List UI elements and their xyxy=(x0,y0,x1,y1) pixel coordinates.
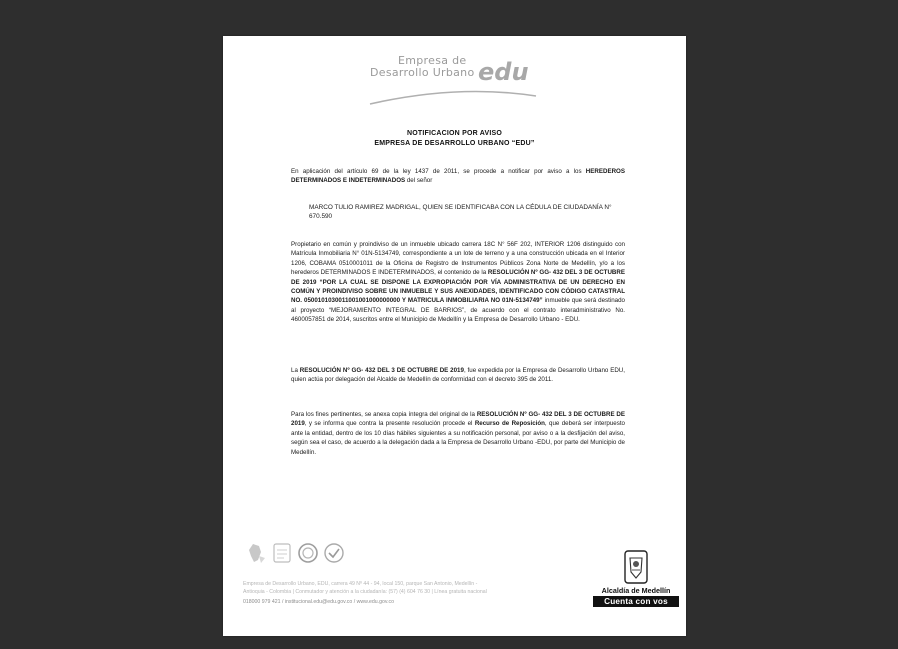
document-page xyxy=(223,36,686,636)
p5-bold-2: Recurso de Reposición xyxy=(474,420,545,428)
certification-logos xyxy=(245,542,355,568)
logo-swoosh-icon xyxy=(368,88,538,108)
logo-line-2: Desarrollo Urbano xyxy=(370,66,475,79)
footer-phone-line: Antioquia - Colombia | Conmutador y atención a la ciudadanía: (57) (4) 604 76 30 | Línea gratuita nacional xyxy=(243,589,487,595)
p3-text-a: Propietario en común y proindiviso de un inmueble ubicado carrera 18C N° 56F 202, INTERIOR 1206 distinguido con Matrícula Inmobiliaria N° 01N-5134749, correspondiente a un lote de terreno y a una construcción ubicada en el Interior 1206, COBAMA 0510001011 de la Oficina de Registro de Instrumentos Públicos Zona Norte de Medellín, y/o a los herederos DETERMINADOS E INDETERMINADOS, el contenido de la xyxy=(291,241,625,277)
p4-text-a: La xyxy=(291,367,300,374)
p3-bold: RESOLUCIÓN Nº GG- 432 DEL 3 DE OCTUBRE DE 2019 “POR LA CUAL SE DISPONE LA EXPROPIACIÓN POR VÍA ADMINISTRATIVA DE UN DERECHO EN COMÚN Y PROINDIVISO SOBRE UN INMUEBLE Y SUS ANEXIDADES, IDENTIFICADO CON CÓDIGO CATASTRAL NO. 0500101030011001001000000000 Y MATRICULA INMOBILIARIA NO 01N-5134749” xyxy=(291,269,625,305)
medellin-crest-icon xyxy=(622,550,650,584)
paragraph-appeal xyxy=(291,410,625,457)
colombia-map-icon xyxy=(245,542,267,564)
paragraph-property xyxy=(291,240,625,325)
alcaldia-name: Alcaldía de Medellín xyxy=(601,586,671,595)
logo-line-1: Empresa de xyxy=(398,54,467,67)
p3-text-c: inmueble que será destinado al proyecto “MEJORAMIENTO INTEGRAL DE BARRIOS”, de acuerdo con el contrato interadministrativo No. 4600057851 de 2014, suscritos entre el Municipio de Medellín y la Empresa de Desarrollo Urbano - EDU. xyxy=(291,297,625,324)
document-title-line-2: EMPRESA DE DESARROLLO URBANO “EDU” xyxy=(374,140,535,147)
p4-text-c: , fue expedida por la Empresa de Desarrollo Urbano EDU, quien actúa por delegación del Alcalde de Medellín de conformidad con el decreto 395 de 2011. xyxy=(291,367,625,384)
p1-bold: HEREDEROS DETERMINADOS E INDETERMINADOS xyxy=(291,168,625,185)
p5-text-c: , que deberá ser interpuesto ante la entidad, dentro de los 10 días hábiles siguientes a su notificación personal, por aviso o a la desfijación del aviso, según sea el caso, de acuerdo a la delegación dada a la Empresa de Desarrollo Urbano -EDU, por parte del Municipio de Medellín. xyxy=(291,420,625,456)
p5-text-a: Para los fines pertinentes, se anexa copia íntegra del original de la xyxy=(291,411,477,418)
logo-brand: edu xyxy=(478,58,529,86)
p4-bold: RESOLUCIÓN Nº GG- 432 DEL 3 DE OCTUBRE DE 2019 xyxy=(299,367,464,374)
document-title-line-1: NOTIFICACION POR AVISO xyxy=(406,130,502,137)
paragraph-resolution xyxy=(291,366,625,385)
footer-contact-line: 018000 979 421 / institucional.edu@edu.gov.co / www.edu.gov.co xyxy=(243,599,394,605)
edu-logo xyxy=(368,52,548,114)
p1-text: En aplicación del artículo 69 de la ley 1437 de 2011, se procede a notificar por aviso a los xyxy=(291,168,586,175)
certification-badge-icon xyxy=(297,542,319,564)
p5-text-b: , y se informa que contra la presente resolución procede el xyxy=(304,420,475,428)
p1-tail: del señor xyxy=(405,177,433,185)
paragraph-owner: MARCO TULIO RAMIREZ MADRIGAL, QUIEN SE IDENTIFICABA CON LA CÉDULA DE CIUDADANÍA N° 670.590 xyxy=(309,204,612,221)
footer-address-line: Empresa de Desarrollo Urbano, EDU, carrera 49 Nº 44 - 94, local 150, parque San Antonio, Medellín - xyxy=(243,581,478,587)
alcaldia-logo xyxy=(593,550,679,614)
check-seal-icon xyxy=(323,542,345,564)
paragraph-intro xyxy=(291,167,625,186)
quality-seal-icon xyxy=(271,542,293,564)
alcaldia-slogan: Cuenta con vos xyxy=(593,596,679,607)
p5-bold-1: RESOLUCIÓN Nº GG- 432 DEL 3 DE OCTUBRE DE 2019 xyxy=(291,411,625,428)
